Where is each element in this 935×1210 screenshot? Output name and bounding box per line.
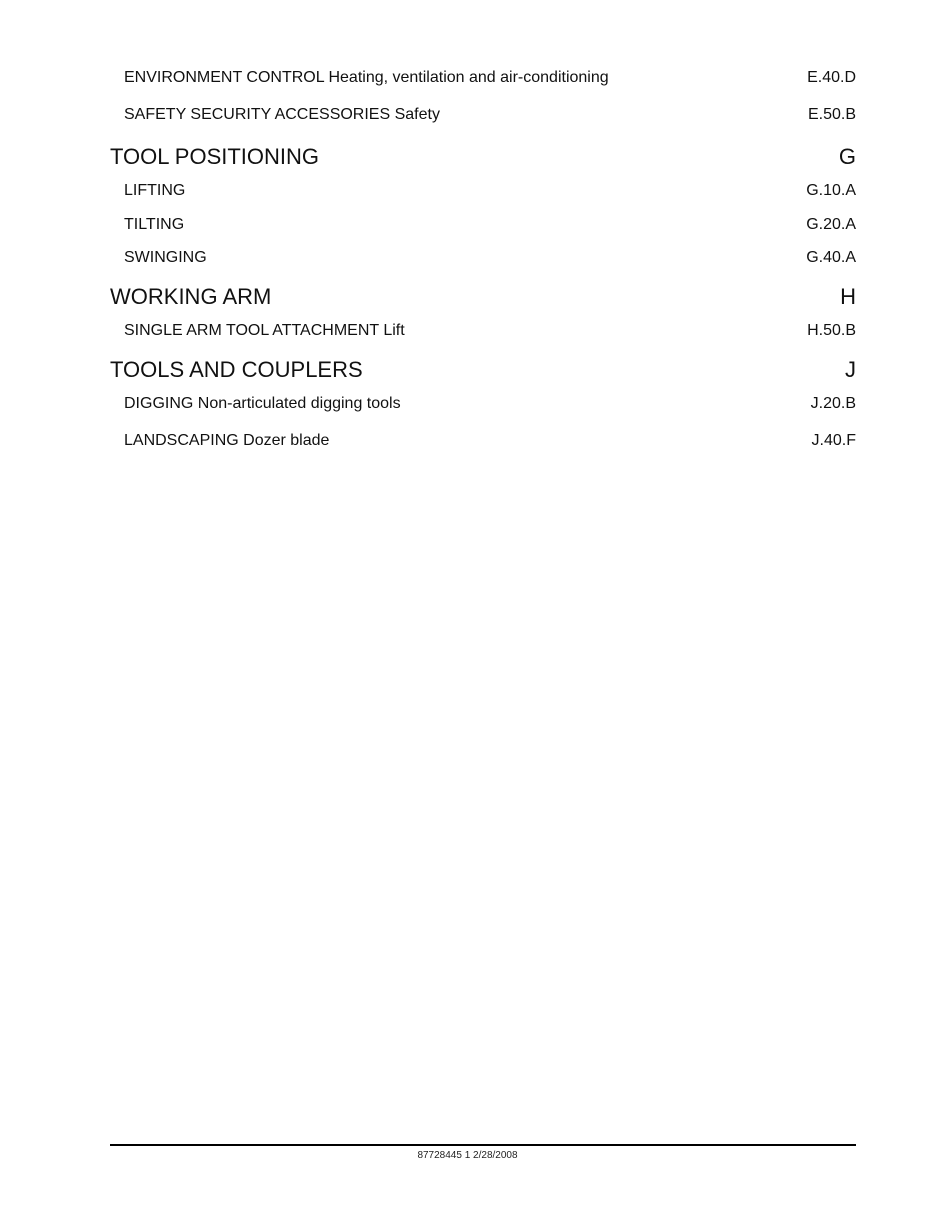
toc-entry-single-arm-tool-attachment[interactable] <box>124 322 856 340</box>
toc-entry-title: ENVIRONMENT CONTROL <box>124 69 325 86</box>
toc-section-code: J <box>845 357 856 382</box>
toc-entry-subtitle: Heating, ventilation and air-conditioning <box>328 69 609 86</box>
toc-entry-subtitle: Lift <box>383 322 405 339</box>
toc-entry-code: E.50.B <box>807 106 856 123</box>
toc-entry-code: E.40.D <box>807 69 856 86</box>
footer-divider <box>110 1144 856 1146</box>
toc-section-title: TOOL POSITIONING <box>110 144 320 169</box>
toc-entry-code: H.50.B <box>807 322 856 339</box>
toc-entry-subtitle: Safety <box>394 106 440 123</box>
toc-section-title: WORKING ARM <box>110 284 272 309</box>
toc-entry-title: LIFTING <box>124 182 186 199</box>
toc-section-tools-and-couplers[interactable] <box>110 357 856 383</box>
toc-entry-label <box>124 322 405 340</box>
footer-document-id: 87728445 1 2/28/2008 <box>417 1150 518 1161</box>
toc-entry-code: J.20.B <box>810 395 856 412</box>
toc-entry-title: LANDSCAPING <box>124 432 239 449</box>
toc-entry-title: DIGGING <box>124 395 194 412</box>
toc-entry-code: G.20.A <box>806 216 856 233</box>
toc-section-code: H <box>840 284 856 309</box>
toc-entry-subtitle: Dozer blade <box>243 432 330 449</box>
toc-entry-subtitle: Non-articulated digging tools <box>197 395 401 412</box>
toc-section-title: TOOLS AND COUPLERS <box>110 357 363 382</box>
toc-section-working-arm[interactable] <box>110 284 856 310</box>
toc-entry-code: J.40.F <box>811 432 856 449</box>
toc-entry-title: SWINGING <box>124 249 207 266</box>
toc-entry-environment-control[interactable] <box>124 69 856 87</box>
toc-entry-label <box>124 395 401 413</box>
toc-entry-title: TILTING <box>124 216 185 233</box>
toc-section-code: G <box>838 144 856 169</box>
toc-entry-label <box>124 106 440 124</box>
toc-entry-safety-security-accessories[interactable] <box>124 106 856 124</box>
toc-entry-digging[interactable] <box>124 395 856 413</box>
toc-entry-tilting[interactable] <box>124 216 856 234</box>
toc-entry-title: SAFETY SECURITY ACCESSORIES <box>124 106 391 123</box>
toc-entry-code: G.10.A <box>806 182 856 199</box>
toc-entry-label <box>124 69 609 87</box>
toc-entry-landscaping[interactable] <box>124 432 856 450</box>
toc-entry-lifting[interactable] <box>124 182 856 200</box>
toc-section-tool-positioning[interactable] <box>110 144 856 170</box>
toc-entry-code: G.40.A <box>806 249 856 266</box>
toc-entry-swinging[interactable] <box>124 249 856 267</box>
toc-entry-label <box>124 432 329 450</box>
toc-entry-title: SINGLE ARM TOOL ATTACHMENT <box>124 322 379 339</box>
